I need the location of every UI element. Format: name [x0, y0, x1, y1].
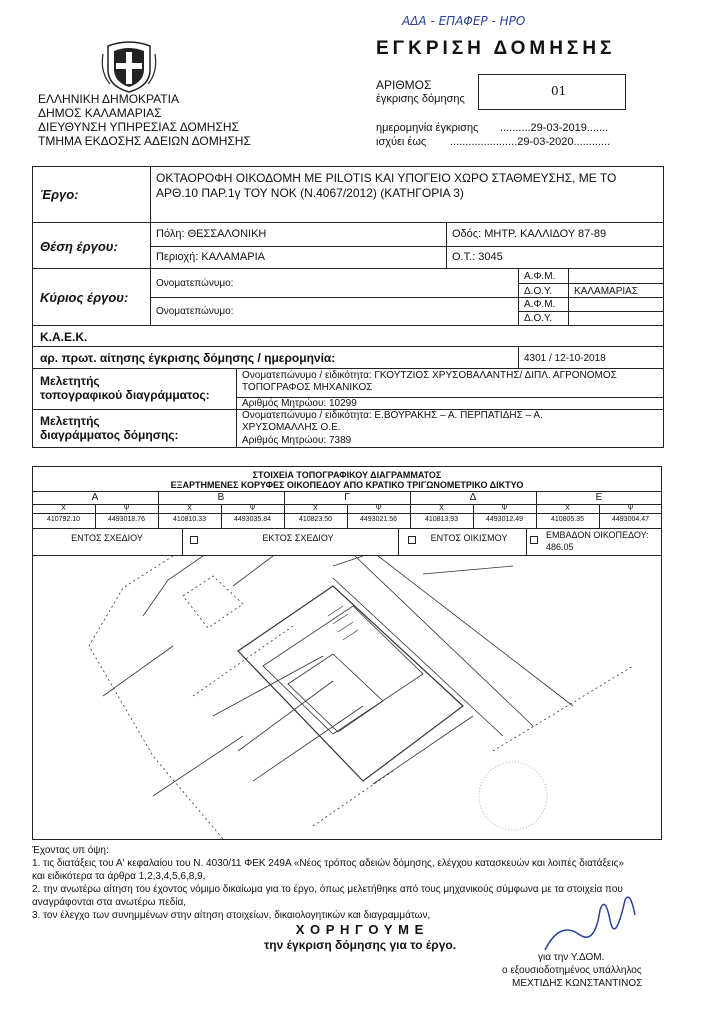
document-title: ΕΓΚΡΙΣΗ ΔΟΜΗΣΗΣ	[376, 38, 616, 59]
topo-label-2: τοπογραφικού διαγράμματος:	[40, 388, 210, 402]
approval-date-label: ημερομηνία έγκρισης	[376, 122, 479, 134]
owner-name-label-2: Ονοματεπώνυμο:	[156, 306, 234, 317]
vertex-y-value: 4493012.49	[486, 516, 523, 523]
afm-label: Α.Φ.Μ.	[524, 271, 556, 282]
arch-reg: Αριθμός Μητρώου: 7389	[242, 435, 352, 446]
doy-value: ΚΑΛΑΜΑΡΙΑΣ	[574, 286, 638, 297]
street-text: Οδός: ΜΗΤΡ. ΚΑΛΛΙΔΟΥ 87-89	[452, 228, 607, 240]
vertex-y-label: Ψ	[123, 505, 130, 512]
authority-block	[38, 92, 251, 148]
vertex-name: Δ	[469, 492, 477, 503]
grant-label: Χ Ο Ρ Η Γ Ο Υ Μ Ε	[295, 922, 425, 937]
arch-label-2: διαγράμματος δόμησης:	[40, 428, 179, 442]
vertex-x-value: 410810.33	[172, 516, 207, 523]
authority-line: ΕΛΛΗΝΙΚΗ ΔΗΜΟΚΡΑΤΙΑ	[38, 92, 179, 106]
project-label: Έργο:	[40, 187, 79, 202]
vertex-x-label: Χ	[565, 505, 570, 512]
number-sublabel: έγκρισης δόμησης	[376, 93, 465, 105]
approval-date-value: ..........29-03-2019.......	[500, 122, 609, 134]
protocol-value: 4301 / 12-10-2018	[524, 353, 606, 364]
coat-of-arms-icon	[100, 38, 158, 94]
kaek-label: Κ.Α.Ε.Κ.	[40, 330, 88, 344]
plot-area-label: ΕΜΒΑΔΟΝ ΟΙΚΟΠΕΔΟΥ:	[546, 530, 649, 540]
vertex-name: Β	[217, 492, 225, 503]
considering-item: 2. την ανωτέρω αίτηση του έχοντος νόμιμο δικαίωμα για το έργο, όπως μελετήθηκε από τους μηχανικούς σύμφωνα με τα στοιχεία που	[32, 884, 623, 895]
survey-title-2: ΕΞΑΡΤΗΜΕΝΕΣ ΚΟΡΥΦΕΣ ΟΙΚΟΠΕΔΟΥ ΑΠΟ ΚΡΑΤΙΚΟ ΤΡΙΓΩΝΟΜΕΤΡΙΚΟ ΔΙΚΤΥΟ	[170, 480, 524, 490]
considering-label: Έχοντας υπ όψη:	[32, 845, 109, 856]
authority-line: ΔΗΜΟΣ ΚΑΛΑΜΑΡΙΑΣ	[38, 106, 162, 120]
vertex-name: Γ	[344, 492, 350, 503]
arch-name: Ονοματεπώνυμο / ειδικότητα: Ε.ΒΟΥΡΑΚΗΣ – Α. ΠΕΡΠΑΤΙΔΗΣ – Α. ΧΡΥΣΟΜΑΛΛΗΣ Ο.Ε.	[242, 410, 543, 433]
out-plan-label: ΕΚΤΟΣ ΣΧΕΔΙΟΥ	[262, 533, 334, 543]
considering-item: 3. τον έλεγχο των συνημμένων στην αίτηση στοιχείων, δικαιολογητικών και διαγραμμάτων,	[32, 910, 431, 921]
in-settlement-checkbox	[530, 536, 538, 544]
protocol-label: αρ. πρωτ. αίτησης έγκρισης δόμησης / ημερομηνία:	[40, 351, 336, 365]
topo-reg: Αριθμός Μητρώου: 10299	[242, 398, 357, 409]
block-text: Ο.Τ.: 3045	[452, 251, 503, 263]
vertex-y-label: Ψ	[375, 505, 382, 512]
doy-label-2: Δ.Ο.Υ.	[524, 313, 553, 324]
arch-label-1: Μελετητής	[40, 414, 100, 428]
vertex-x-value: 410805.35	[550, 516, 585, 523]
area-text: Περιοχή: ΚΑΛΑΜΑΡΙΑ	[156, 251, 265, 263]
vertex-x-label: Χ	[313, 505, 318, 512]
considering-item: και ειδικότερα τα άρθρα 1,2,3,4,5,6,8,9,	[32, 871, 206, 882]
site-plan-drawing	[33, 556, 661, 839]
survey-title-1: ΣΤΟΙΧΕΙΑ ΤΟΠΟΓΡΑΦΙΚΟΥ ΔΙΑΓΡΑΜΜΑΤΟΣ	[252, 470, 442, 480]
vertex-x-label: Χ	[61, 505, 66, 512]
vertex-x-value: 410792.10	[46, 516, 81, 523]
afm-label-2: Α.Φ.Μ.	[524, 299, 556, 310]
vertex-y-value: 4493035.84	[234, 516, 271, 523]
number-label: ΑΡΙΘΜΟΣ	[376, 78, 432, 92]
vertex-y-value: 4493018.76	[108, 516, 145, 523]
authority-line: ΔΙΕΥΘΥΝΣΗ ΥΠΗΡΕΣΙΑΣ ΔΟΜΗΣΗΣ	[38, 120, 239, 134]
vertex-y-label: Ψ	[627, 505, 634, 512]
valid-until-value: ......................29-03-2020............	[450, 136, 611, 148]
sign-line-3: ΜΕΧΤΙΔΗΣ ΚΩΝΣΤΑΝΤΙΝΟΣ	[512, 978, 643, 989]
number-value: 01	[551, 84, 567, 98]
vertex-y-label: Ψ	[501, 505, 508, 512]
number-box	[478, 74, 626, 110]
vertex-x-label: Χ	[187, 505, 192, 512]
vertex-y-value: 4493004.47	[612, 516, 649, 523]
topo-label-1: Μελετητής	[40, 374, 100, 388]
signature-icon	[540, 890, 650, 960]
in-plan-label: ΕΝΤΟΣ ΣΧΕΔΙΟΥ	[71, 533, 143, 543]
grant-sub: την έγκριση δόμησης για το έργο.	[263, 938, 457, 952]
plot-area-value: 486.05	[546, 542, 574, 552]
vertex-x-label: Χ	[439, 505, 444, 512]
authority-line: ΤΜΗΜΑ ΕΚΔΟΣΗΣ ΑΔΕΙΩΝ ΔΟΜΗΣΗΣ	[38, 134, 251, 148]
owner-label: Κύριος έργου:	[40, 290, 129, 305]
vertex-name: Α	[91, 492, 99, 503]
location-label: Θέση έργου:	[40, 239, 118, 254]
valid-until-label: ισχύει έως	[376, 136, 427, 148]
handwritten-note: ΑΔΑ - ΕΠΑΦΕΡ - ΗΡΟ	[402, 14, 526, 28]
sign-line-1: για την Υ.ΔΟΜ.	[538, 952, 605, 963]
doy-label: Δ.Ο.Υ.	[524, 286, 553, 297]
sign-line-2: ο εξουσιοδοτημένος υπάλληλος	[502, 965, 642, 976]
vertex-y-label: Ψ	[249, 505, 256, 512]
vertex-x-value: 410823.50	[298, 516, 333, 523]
topo-name: Ονοματεπώνυμο / ειδικότητα: ΓΚΟΥΤΖΙΟΣ ΧΡΥΣΟΒΑΛΑΝΤΗΣ/ ΔΙΠΛ. ΑΓΡΟΝΟΜΟΣ ΤΟΠΟΓΡΑΦΟΣ ΜΗΧΑΝΙΚΟΣ	[242, 370, 617, 393]
owner-name-label: Ονοματεπώνυμο:	[156, 278, 234, 289]
vertex-x-value: 410813.93	[424, 516, 459, 523]
considering-item: 1. τις διατάξεις του Α' κεφαλαίου του Ν. 4030/11 ΦΕΚ 249Α «Νέος τρόπος αδειών δόμησης, ελέγχου κατασκευών και λοιπές διατάξεις»	[32, 858, 624, 869]
project-text: ΟΚΤΑΟΡΟΦΗ ΟΙΚΟΔΟΜΗ ΜΕ PILOTIS ΚΑΙ ΥΠΟΓΕΙΟ ΧΩΡΟ ΣΤΑΘΜΕΥΣΗΣ, ΜΕ ΤΟ ΑΡΘ.10 ΠΑΡ.1γ ΤΟΥ ΝΟΚ (Ν.4067/2012) (ΚΑΤΗΓΟΡΙΑ 3)	[156, 171, 617, 200]
vertex-y-value: 4493021.56	[360, 516, 397, 523]
in-settlement-label: ΕΝΤΟΣ ΟΙΚΙΣΜΟΥ	[430, 533, 508, 543]
vertex-name: Ε	[595, 492, 603, 503]
in-plan-checkbox	[190, 536, 198, 544]
city-text: Πόλη: ΘΕΣΣΑΛΟΝΙΚΗ	[156, 228, 267, 240]
considering-item: αναγράφονται στα ανωτέρω πεδία,	[32, 897, 187, 908]
